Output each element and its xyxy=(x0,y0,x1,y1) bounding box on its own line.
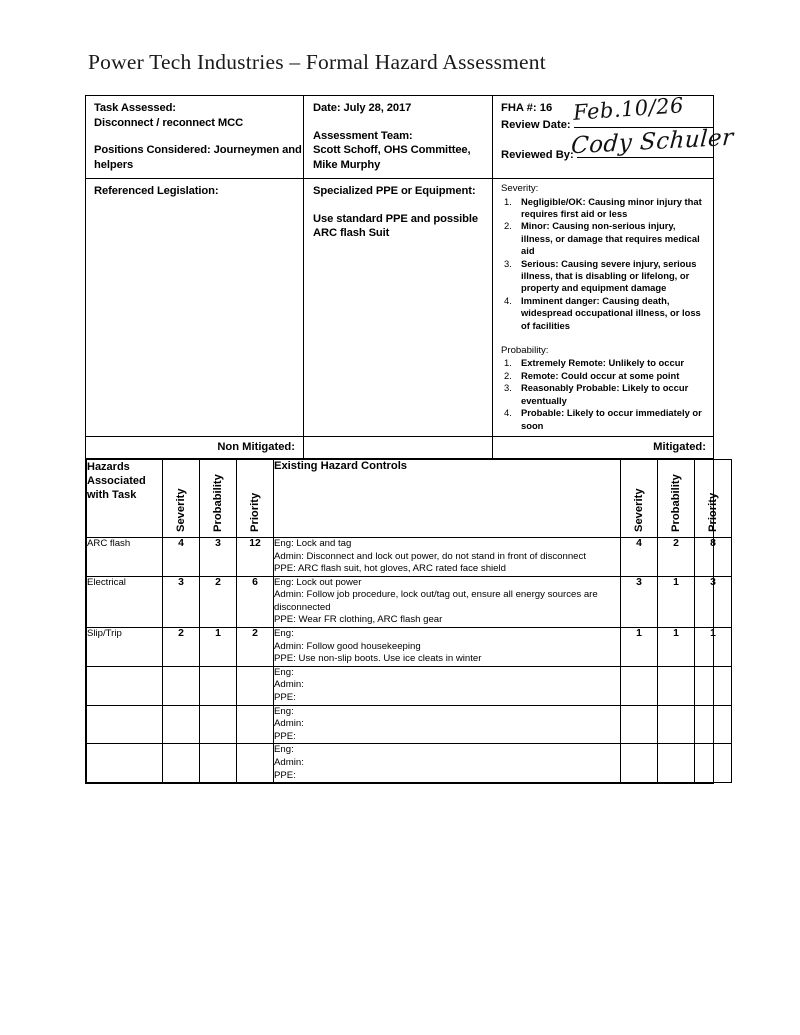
task-assessed-label: Task Assessed: xyxy=(94,102,176,114)
cell-pre-priority: 2 xyxy=(237,628,274,667)
cell-pre-severity xyxy=(163,666,200,705)
cell-post-probability: 1 xyxy=(658,628,695,667)
cell-post-priority xyxy=(695,744,732,783)
control-eng: Eng: xyxy=(274,744,294,756)
column-header-label: Severity xyxy=(175,488,187,532)
table-row xyxy=(87,666,732,705)
hazard-table xyxy=(86,459,732,783)
legend-number: 4. xyxy=(504,294,512,306)
cell-post-severity xyxy=(621,705,658,744)
page-title: Power Tech Industries – Formal Hazard Assessment xyxy=(88,50,546,74)
reviewed-by-label: Reviewed By: xyxy=(501,149,574,161)
positions-considered: Positions Considered: Journeymen and helpers xyxy=(94,144,302,171)
column-header-probability-pre xyxy=(200,459,237,537)
banner-blank-cell xyxy=(304,437,493,458)
cell-pre-severity xyxy=(163,705,200,744)
rating-legend-cell xyxy=(493,179,713,436)
cell-controls xyxy=(274,628,621,667)
legend-text: Extremely Remote: Unlikely to occur xyxy=(521,357,685,369)
column-header-priority-pre xyxy=(237,459,274,537)
control-ppe: PPE: ARC flash suit, hot gloves, ARC rated face shield xyxy=(274,563,506,575)
legend-item xyxy=(501,258,707,295)
spacer xyxy=(313,199,492,212)
cell-post-probability: 2 xyxy=(658,537,695,576)
table-header-row xyxy=(87,459,732,537)
cell-post-priority: 3 xyxy=(695,576,732,627)
legend-text: Negligible/OK: Causing minor injury that requires first aid or less xyxy=(521,195,702,219)
table-row xyxy=(87,628,732,667)
control-ppe: PPE: xyxy=(274,692,296,704)
control-admin: Admin: Follow good housekeeping xyxy=(274,640,421,652)
probability-legend-heading: Probability: xyxy=(501,344,549,356)
cell-pre-priority xyxy=(237,744,274,783)
column-header-label: Severity xyxy=(633,488,645,532)
column-header-hazards: Hazards Associated with Task xyxy=(87,459,163,537)
cell-post-probability xyxy=(658,666,695,705)
cell-controls xyxy=(274,576,621,627)
table-row xyxy=(87,576,732,627)
control-eng: Eng: xyxy=(274,705,294,717)
control-eng: Eng: Lock out power xyxy=(274,576,362,588)
legend-text: Probable: Likely to occur immediately or soon xyxy=(521,407,702,431)
legend-number: 2. xyxy=(504,369,512,381)
spacer xyxy=(501,133,713,146)
legend-item xyxy=(501,357,707,369)
column-header-label: Probability xyxy=(670,474,682,532)
cell-pre-severity: 4 xyxy=(163,537,200,576)
severity-legend-heading: Severity: xyxy=(501,183,539,194)
cell-controls xyxy=(274,666,621,705)
legend-number: 2. xyxy=(504,220,512,232)
legend-number: 3. xyxy=(504,257,512,269)
spacer xyxy=(313,116,492,129)
cell-post-priority xyxy=(695,705,732,744)
referenced-legislation-cell xyxy=(86,179,304,436)
control-ppe: PPE: Use non-slip boots. Use ice cleats in winter xyxy=(274,653,482,665)
reviewed-by-row xyxy=(501,146,713,163)
spacer xyxy=(94,130,303,143)
spacer xyxy=(501,332,707,345)
cell-controls xyxy=(274,705,621,744)
form-legend-row xyxy=(86,179,713,437)
mitigated-label: Mitigated: xyxy=(653,440,706,453)
cell-pre-probability: 3 xyxy=(200,537,237,576)
legend-item xyxy=(501,370,707,382)
column-header-severity-post xyxy=(621,459,658,537)
review-date-row xyxy=(501,116,713,133)
legend-item xyxy=(501,295,707,332)
cell-pre-probability xyxy=(200,705,237,744)
form-header-row xyxy=(86,93,735,179)
table-row xyxy=(87,705,732,744)
cell-controls xyxy=(274,744,621,783)
cell-hazard xyxy=(87,705,163,744)
task-assessed-cell xyxy=(86,96,304,178)
cell-hazard: Slip/Trip xyxy=(87,628,163,667)
review-date-rule xyxy=(574,116,713,128)
review-date-label: Review Date: xyxy=(501,119,571,131)
cell-pre-severity: 3 xyxy=(163,576,200,627)
table-row xyxy=(87,537,732,576)
legend-text: Remote: Could occur at some point xyxy=(521,369,680,381)
control-admin: Admin: Disconnect and lock out power, do not stand in front of disconnect xyxy=(274,550,586,562)
legend-item xyxy=(501,220,707,257)
control-admin: Admin: Follow job procedure, lock out/tag out, ensure all energy sources are disconnected xyxy=(274,589,598,613)
cell-hazard xyxy=(87,744,163,783)
table-row xyxy=(87,744,732,783)
task-assessed-value: Disconnect / reconnect MCC xyxy=(94,116,244,129)
cell-pre-probability: 1 xyxy=(200,628,237,667)
specialized-ppe-value: Use standard PPE and possible ARC flash Suit xyxy=(313,212,478,239)
cell-post-severity: 1 xyxy=(621,628,658,667)
cell-hazard: Electrical xyxy=(87,576,163,627)
probability-legend-list xyxy=(501,357,707,431)
cell-pre-priority xyxy=(237,666,274,705)
legend-number: 1. xyxy=(504,195,512,207)
cell-post-severity xyxy=(621,744,658,783)
cell-pre-probability xyxy=(200,666,237,705)
control-eng: Eng: Lock and tag xyxy=(274,537,352,549)
cell-post-severity: 4 xyxy=(621,537,658,576)
control-ppe: PPE: xyxy=(274,769,296,781)
cell-pre-priority: 6 xyxy=(237,576,274,627)
specialized-ppe-cell xyxy=(304,179,493,436)
control-admin: Admin: xyxy=(274,718,304,730)
non-mitigated-cell xyxy=(86,437,304,458)
mitigated-cell xyxy=(493,437,713,458)
legend-item xyxy=(501,196,707,221)
column-header-probability-post xyxy=(658,459,695,537)
cell-post-severity: 3 xyxy=(621,576,658,627)
cell-post-priority: 8 xyxy=(695,537,732,576)
legend-number: 4. xyxy=(504,407,512,419)
cell-pre-priority: 12 xyxy=(237,537,274,576)
column-header-severity-pre xyxy=(163,459,200,537)
cell-pre-probability xyxy=(200,744,237,783)
severity-legend-list xyxy=(501,196,707,332)
handwritten-review-date: Feb.10/26 xyxy=(572,93,685,125)
column-header-controls: Existing Hazard Controls xyxy=(274,459,621,537)
specialized-ppe-label: Specialized PPE or Equipment: xyxy=(313,185,476,197)
control-admin: Admin: xyxy=(274,757,304,768)
column-header-priority-post xyxy=(695,459,732,537)
assessment-date: Date: July 28, 2017 xyxy=(313,102,412,114)
cell-hazard xyxy=(87,666,163,705)
control-eng: Eng: xyxy=(274,628,294,640)
cell-pre-priority xyxy=(237,705,274,744)
cell-post-priority xyxy=(695,666,732,705)
control-ppe: PPE: xyxy=(274,730,296,742)
legend-text: Imminent danger: Causing death, widespread occupational illness, or loss of facilities xyxy=(521,294,701,331)
control-admin: Admin: xyxy=(274,679,304,691)
control-eng: Eng: xyxy=(274,666,294,678)
hazard-assessment-form xyxy=(85,93,735,784)
date-team-cell xyxy=(304,96,493,178)
assessment-team-label: Assessment Team: xyxy=(313,129,413,142)
cell-controls xyxy=(274,537,621,576)
mitigation-banner-row xyxy=(86,437,713,459)
cell-pre-severity xyxy=(163,744,200,783)
legend-item xyxy=(501,382,707,407)
column-header-label: Priority xyxy=(707,492,719,532)
legend-text: Reasonably Probable: Likely to occur eventually xyxy=(521,382,689,406)
cell-pre-probability: 2 xyxy=(200,576,237,627)
reviewed-by-rule xyxy=(577,146,713,158)
legend-text: Minor: Causing non-serious injury, illness, or damage that requires medical aid xyxy=(521,220,700,257)
fha-review-cell xyxy=(493,93,735,178)
legend-number: 3. xyxy=(504,382,512,394)
cell-post-probability: 1 xyxy=(658,576,695,627)
handwritten-signature: Cody Schuler xyxy=(570,124,735,160)
legend-text: Serious: Causing severe injury, serious illness, that is disabling or lifelong, or property and equipment damage xyxy=(521,257,697,294)
column-header-label: Priority xyxy=(249,492,261,532)
legend-number: 1. xyxy=(504,357,512,369)
referenced-legislation-label: Referenced Legislation: xyxy=(94,185,219,197)
control-ppe: PPE: Wear FR clothing, ARC flash gear xyxy=(274,614,443,626)
cell-post-probability xyxy=(658,744,695,783)
column-header-label: Probability xyxy=(212,474,224,532)
legend-item xyxy=(501,407,707,432)
cell-post-severity xyxy=(621,666,658,705)
cell-post-probability xyxy=(658,705,695,744)
non-mitigated-label: Non Mitigated: xyxy=(217,440,295,453)
cell-post-priority: 1 xyxy=(695,628,732,667)
cell-pre-severity: 2 xyxy=(163,628,200,667)
fha-number: FHA #: 16 xyxy=(501,102,553,114)
assessment-team-value: Scott Schoff, OHS Committee, Mike Murphy xyxy=(313,144,471,171)
cell-hazard: ARC flash xyxy=(87,537,163,576)
